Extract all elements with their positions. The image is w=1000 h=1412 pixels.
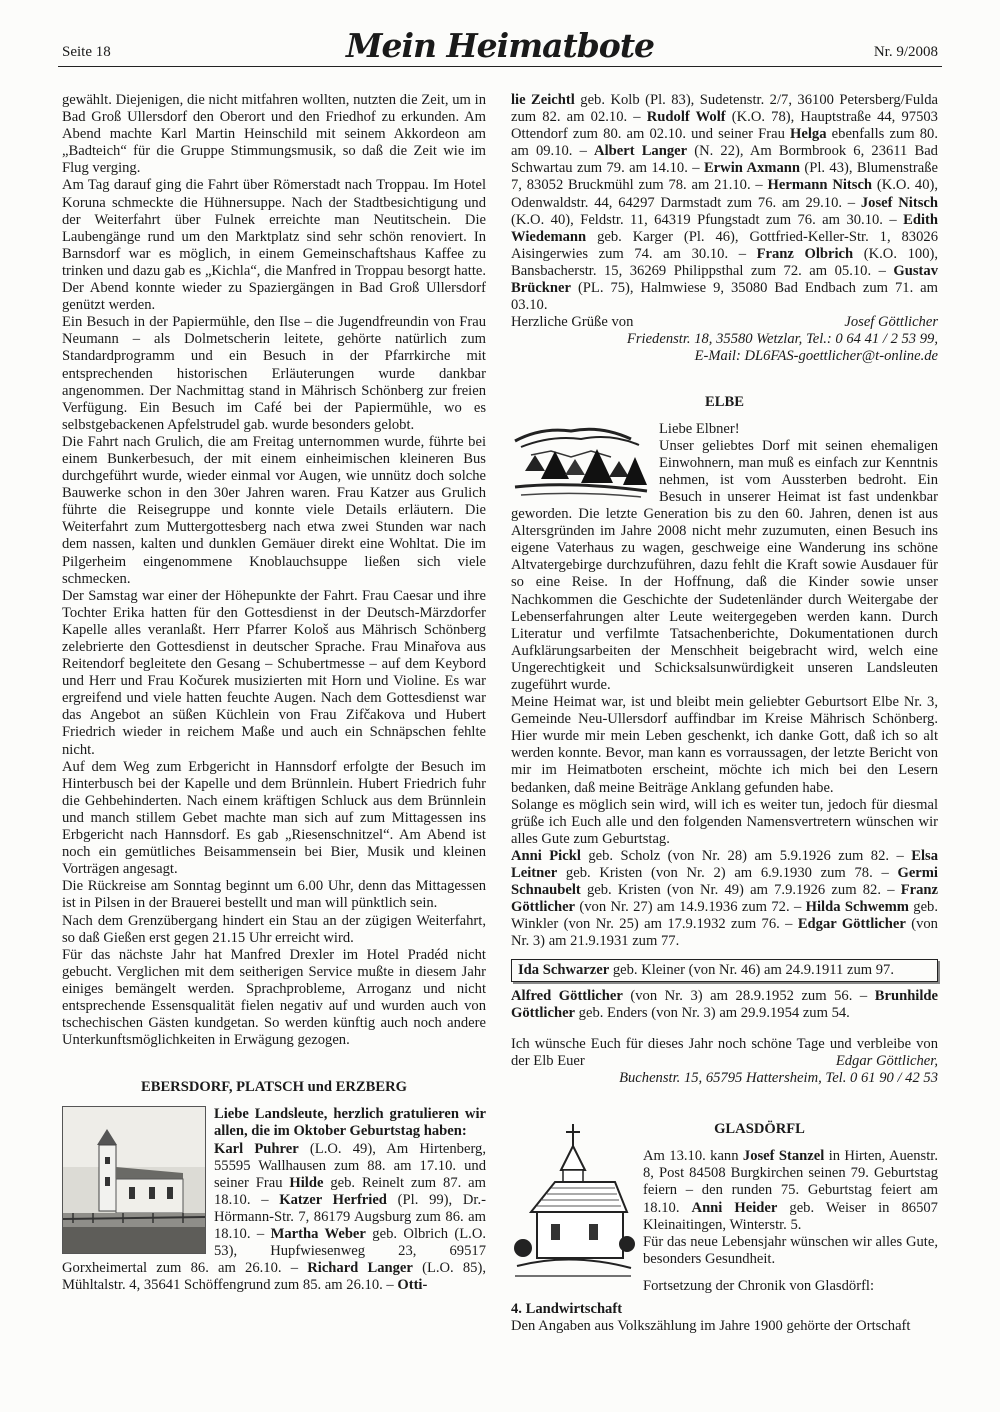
masthead-logo: Mein Heimatbote: [345, 26, 655, 65]
section-title-elbe: ELBE: [705, 393, 744, 410]
highlighted-birthday-box: Ida Schwarzer geb. Kleiner (von Nr. 46) am 24.9.1911 zum 97.: [511, 959, 938, 982]
paragraph: Unser geliebtes Dorf mit seinen ehemaligen Einwohnern, man muß es einfach zur Kenntnis nehmen, ist vom Aussterben bedroht. Ein Besuch in unserer Heimat ist fast undenkbar geworden. Die letzte Generation bis zu den 60. Jahren, denen ist aus Altersgründen im Jahre 2008 nicht mehr zuzumuten, einen Besuch ins eigene Vaterhaus zu wagen, geschweige eine Wanderung ins schöne Altvatergebirge durchzuführen, dazu fehlt die Kraft sowie Ausdauer für so eine Reise. In der Hoffnung, daß die Kinder sowie unser Nachkommen die Geschichte der Sudetenländer durch Weitergabe der Lebenserfahrungen alter Leute weitergegeben werden kann. Durch Literatur und verfilmte Tatsachenberichte, Dokumentationen durch Aufklärungsarbeiten der Menschheit beigebracht wird, welch eine Ungerechtigkeit und Schicksalsunwürdigkeit unseren Landsleuten zugeführt wurde.: [511, 437, 938, 693]
subheading: 4. Landwirtschaft: [511, 1301, 623, 1317]
chapel-sketch: [511, 1120, 635, 1286]
person-name: Hilde: [289, 1174, 324, 1191]
paragraph: Für das neue Lebensjahr wünschen wir alles Gute, besonders Gesundheit.: [643, 1233, 938, 1267]
email: E-Mail: DL6FAS-goettlicher@t-online.de: [694, 348, 938, 365]
address: Friedenstr. 18, 35580 Wetzlar, Tel.: 0 64 41 / 2 53 99,: [626, 331, 938, 348]
paragraph: Der Samstag war einer der Höhepunkte der Fahrt. Frau Caesar und ihre Tochter Erika hatten für den Gottesdienst in der Deutsch-Märzdorfer Kapelle alles veranlaßt. Herr Pfarrer Kološ aus Mährisch Schönberg zelebrierte den Gottesdienst in deutscher Sprache. Frau Minařova aus Reitendorf begleitete den Gesang – Schubertmesse – auf dem Keybord und Herr und Frau Kočurek musizierten mit Horn und Violine. Es war ergreifend und viele hatten feuchte Augen. Nach dem Gottesdienst war das Angebot an süßen Küchlein von Frau Zifčakova und Hubert Friedrich wieder in reichem Maße und auch ein Schnäpschen fehlte nicht.: [62, 587, 486, 758]
greeting: Liebe Landsleute, herzlich gratulieren wir allen, die im Oktober Geburtstag haben:: [214, 1106, 486, 1140]
section-title-ebersdorf: EBERSDORF, PLATSCH und ERZBERG: [140, 1079, 407, 1096]
birthday-list: Alfred Göttlicher (von Nr. 3) am 28.9.1952 zum 56. – Brunhilde Göttlicher geb. Enders (von Nr. 3) am 29.9.1954 zum 54.: [511, 987, 939, 1021]
paragraph: Solange es möglich sein wird, will ich es weiter tun, jedoch für diesmal grüße ich Euch alle und den folgenden Namensvertretern wünschen wir alles Gute zum Geburtstag.: [511, 796, 938, 847]
address: Buchenstr. 15, 65795 Hattersheim, Tel. 0 61 90 / 42 53: [619, 1070, 938, 1087]
closing: Ich wünsche Euch für dieses Jahr noch schöne Tage und verbleibe von der Elb Euer: [511, 1035, 938, 1069]
paragraph: Auf dem Weg zum Erbgericht in Hannsdorf erfolgte der Besuch im Hinterbusch bei der Kapelle und dem Brünnlein. Hubert Friedrich fuhr die Gehbehinderten. Nach einem kräftigen Schluck aus dem Brünnlein und manch stillem Gebet machte man sich auf zum Mittagessen ins Erbgericht nach Hannsdorf. Es gab „Riesenschnitzel“. Am Abend ist noch ein gemütliches Beisammensein bei Bier, Musik und kleinen Vorträgen angesagt.: [62, 758, 486, 878]
right-column: [511, 92, 938, 1335]
issue-number: Nr. 9/2008: [873, 44, 938, 60]
section-title-glasdoerfl: GLASDÖRFL: [714, 1121, 805, 1138]
birthday-list: Karl Puhrer (L.O. 49), Am Hirtenberg, 55595 Wallhausen zum 88. am 17.10. und seiner Frau Hilde geb. Reinelt zum 87. am 18.10. – Katzer Herfried (Pl. 99), Dr.-Hörmann-Str. 7, 86179 Augsburg zum 86. am 18.10. – Martha Weber geb. Olbrich (L.O. 53), Hupfwiesenweg 23, 69517 Gorxheimertal zum 86. am 26.10. – Richard Langer (L.O. 85), Mühltalstr. 4, 35641 Schöffengrund zum 85. am 26.10. – Otti-: [62, 1140, 487, 1294]
person-name: Martha Weber: [270, 1226, 366, 1242]
paragraph: Die Rückreise am Sonntag beginnt um 6.00 Uhr, denn das Mittagessen ist in Pilsen in der Brauerei bestellt und man will pünktlich sein.: [62, 878, 486, 912]
church-photo: [62, 1106, 206, 1254]
paragraph: Nach dem Grenzübergang hindert ein Stau an der zügigen Weiterfahrt, so daß Gießen erst gegen 21.15 Uhr erreicht wird.: [62, 912, 486, 946]
person-name: Katzer Herfried: [279, 1191, 387, 1208]
paragraph: Am Tag darauf ging die Fahrt über Römerstadt nach Troppau. Im Hotel Koruna schmeckte die Hühnersuppe. Nach der Stadtbesichtigung und der Weiterfahrt über Fulnek erreichte man Neutitschein. Die Laubengänge rund um den Marktplatz sind sehr schön renoviert. In Barnsdorf war es möglich, in einem Gemeinschaftshaus Kaffee zu trinken und dazu gab es „Kichla“, die Manfred in Troppau besorgt hatte. Der Abend konnte wieder zu Spaziergängen in Bad Groß Ullersdorf genützt werden.: [62, 177, 486, 314]
paragraph: Für das nächste Jahr hat Manfred Drexler im Hotel Pradéd nicht gebucht. Verglichen mit dem seitherigen Service mußte in diesem Jahr einiges bemängelt werden. Sprachprobleme, Arroganz und nicht entsprechende Essensqualität fielen negativ auf und wurden auch von tschechischen Gästen kundgetan. So werden künftig auch noch andere Unterkunftsmöglichkeiten in Erwägung gezogen.: [62, 946, 486, 1049]
page-number: Seite 18: [62, 44, 111, 60]
person-name: Karl Puhrer: [214, 1140, 299, 1157]
person-name: Otti-: [397, 1277, 428, 1294]
signer: Edgar Göttlicher,: [835, 1052, 938, 1069]
birthday-list-continued: lie Zeichtl geb. Kolb (Pl. 83), Sudetenstr. 2/7, 36100 Petersberg/Fulda zum 82. am 02.10. – Rudolf Wolf (K.O. 78), Hauptstraße 44, 97503 Ottendorf zum 80. am 02.10. und seiner Frau Helga ebenfalls zum 80. am 09.10. – Albert Langer (N. 22), Am Bormbrook 6, 23611 Bad Schwartau zum 79. am 14.10. – Erwin Axmann (Pl. 43), Blumenstraße 7, 83052 Bruckmühl zum 78. am 21.10. – Hermann Nitsch (K.O. 40), Odenwaldstr. 44, 64297 Darmstadt zum 76. am 29.10. – Josef Nitsch (K.O. 40), Feldstr. 11, 64319 Pfungstadt zum 76. am 30.10. – Edith Wiedemann geb. Karger (Pl. 46), Gottfried-Keller-Str. 1, 83026 Aisingerwies zum 74. am 30.10. – Franz Olbrich (K.O. 100), Bansbacherstr. 15, 36269 Philippsthal zum 72. am 05.10. – Gustav Brückner (PL. 75), Halmwiese 9, 35080 Bad Endbach zum 71. am 03.10.: [511, 92, 938, 314]
signature-line: Herzliche Grüße von Josef Göttlicher: [511, 314, 938, 331]
paragraph: Die Fahrt nach Grulich, die am Freitag unternommen wurde, führte bei einem Bunkerbesuch, der mit einem einheimischen kleineren Bus durchgeführt wurde, wieder einmal vor Augen, wie unnütz doch solche Bauwerke schon in den 30er Jahren waren. Frau Katzer aus Grulich führte die Reisegruppe und konnte viele Details erläutern. Die Weiterfahrt zum Muttergottesberg nach etwa zwei Stunden war nach dem nassen, kalten und dunklen Gemäuer direkt eine Wohltat. Die im Pilgerheim eingenommene Knoblauchsuppe ließen sich viele schmecken.: [62, 433, 486, 587]
header-rule: [58, 66, 942, 67]
paragraph: Ein Besuch in der Papiermühle, den Ilse – die Jugendfreundin von Frau Neumann – als Dolmetscherin leitete, gehörte natürlich zum Standardprogramm und ein Besuch in der Pfarrkirche mit entsprechenden historischen Erläuterungen wurde dankbar angenommen. Der Nachmittag stand in Mährisch Schönberg zur freien Verfügung. Ein Besuch im Café bei der Papiermühle, wo es selbstgebackenen Apfelstrudel gab. wurde besonders gelobt.: [62, 314, 486, 433]
paragraph: Meine Heimat war, ist und bleibt mein geliebter Geburtsort Elbe Nr. 3, Gemeinde Neu-Ullersdorf auffindbar im Kreise Mährisch Schönberg. Hier wurde mir mein Leben geschenkt, ich danke Gott, daß ich so alt werden konnte. Bevor, man kann es vorraussagen, der letzte Bericht von mir im Heimatboten erscheint, möchte ich mich bei den Lesern bedanken, daß meine Beiträge Anklang gefunden habe.: [511, 694, 938, 796]
salutation: Liebe Elbner!: [659, 420, 740, 437]
paragraph: Am 13.10. kann Josef Stanzel in Hirten, Auenstr. 8, Post 84508 Burgkirchen seinen 79. Geburtstag feiern – den runden 75. Geburtstag feiert am 18.10. Anni Heider geb. Weiser in 86507 Kleinaitingen, Winterstr. 5.: [643, 1148, 938, 1233]
birthday-list: Anni Pickl geb. Scholz (von Nr. 28) am 5.9.1926 zum 82. – Elsa Leitner geb. Kristen (von Nr. 2) am 6.9.1930 zum 78. – Germi Schnaubelt geb. Kristen (von Nr. 49) am 7.9.1926 zum 82. – Franz Göttlicher (von Nr. 27) am 14.9.1936 zum 72. – Hilda Schwemm geb. Winkler (von Nr. 25) am 17.9.1932 zum 76. – Edgar Göttlicher (von Nr. 3) am 21.9.1931 zum 77.: [511, 847, 938, 950]
left-column: [62, 92, 486, 1294]
paragraph: gewählt. Diejenigen, die nicht mitfahren wollten, nutzten die Zeit, um in Bad Groß Ullersdorf den Oberort und den Friedhof zu erkunden. Am Abend machte Karl Martin Heinschild mit seinem Akkordeon am „Badteich“ für die Gruppe Stimmungsmusik, so daß die Zeit wie im Flug verging.: [62, 92, 486, 177]
paragraph: Fortsetzung der Chronik von Glasdörfl:: [643, 1277, 875, 1294]
paragraph: Den Angaben aus Volkszählung im Jahre 1900 gehörte der Ortschaft: [511, 1318, 911, 1335]
village-sketch: [511, 421, 651, 501]
person-name: Richard Langer: [307, 1260, 413, 1277]
